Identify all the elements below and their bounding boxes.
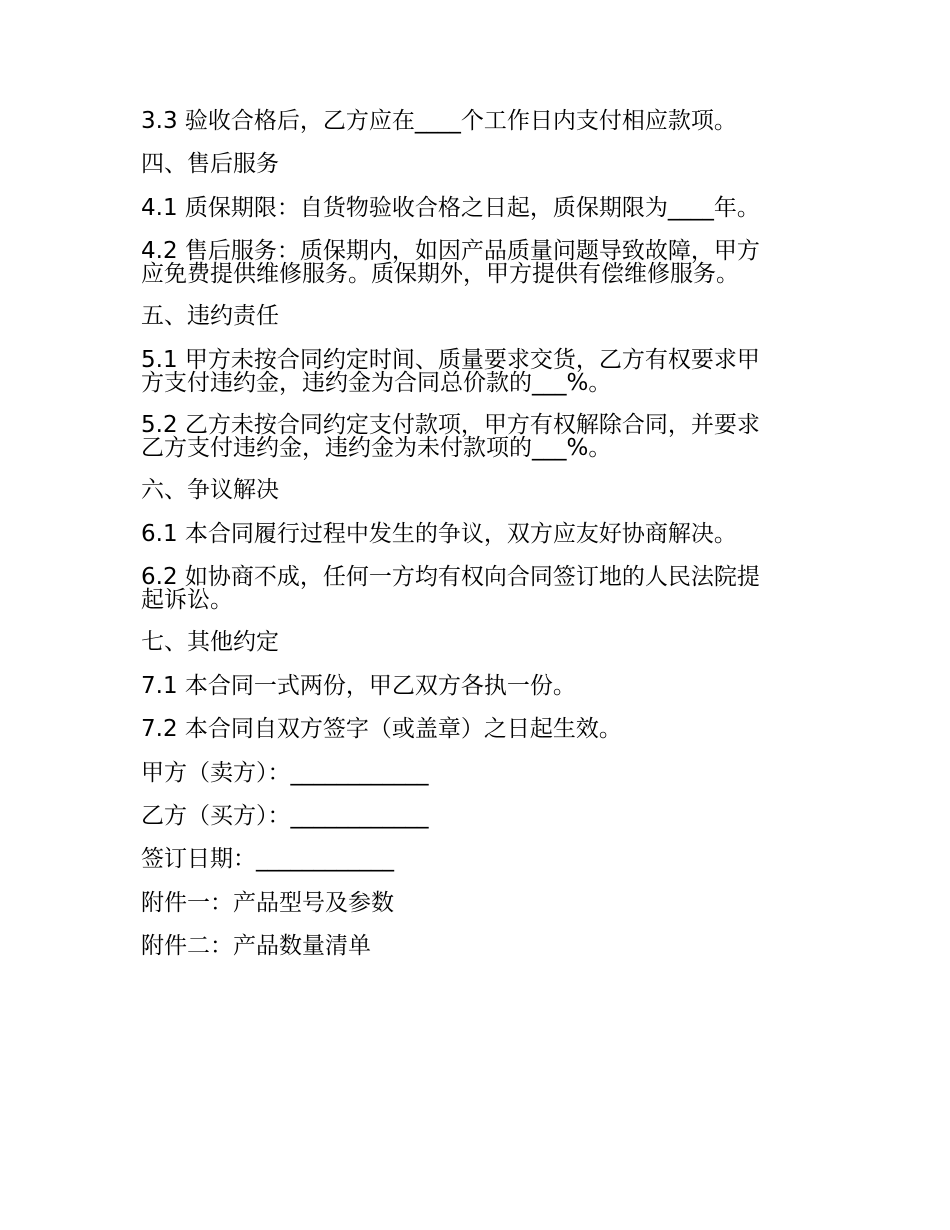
signing-date-line: 签订日期：____________ <box>141 846 394 872</box>
clause-3-3: 3.3 验收合格后，乙方应在____个工作日内支付相应款项。 <box>141 108 737 134</box>
attachment-2: 附件二：产品数量清单 <box>141 933 371 959</box>
clause-5-1-line-1: 5.1 甲方未按合同约定时间、质量要求交货，乙方有权要求甲 <box>141 347 760 373</box>
section-heading-after-sales: 四、售后服务 <box>141 151 279 177</box>
clause-6-2-line-2: 起诉讼。 <box>141 587 233 613</box>
clause-7-1: 7.1 本合同一式两份，甲乙双方各执一份。 <box>141 673 576 699</box>
party-b-signature-line: 乙方（买方）：____________ <box>141 803 429 829</box>
clause-6-2-line-1: 6.2 如协商不成，任何一方均有权向合同签订地的人民法院提 <box>141 564 760 590</box>
clause-7-2: 7.2 本合同自双方签字（或盖章）之日起生效。 <box>141 716 622 742</box>
section-heading-dispute: 六、争议解决 <box>141 477 279 503</box>
clause-4-2-line-1: 4.2 售后服务：质保期内，如因产品质量问题导致故障，甲方 <box>141 238 760 264</box>
attachment-1: 附件一：产品型号及参数 <box>141 890 394 916</box>
section-heading-other: 七、其他约定 <box>141 629 279 655</box>
clause-5-2-line-2: 乙方支付违约金，违约金为未付款项的___%。 <box>141 435 612 461</box>
clause-6-1: 6.1 本合同履行过程中发生的争议，双方应友好协商解决。 <box>141 521 737 547</box>
clause-5-1-line-2: 方支付违约金，违约金为合同总价款的___%。 <box>141 370 612 396</box>
clause-4-1: 4.1 质保期限：自货物验收合格之日起，质保期限为____年。 <box>141 195 760 221</box>
clause-5-2-line-1: 5.2 乙方未按合同约定支付款项，甲方有权解除合同，并要求 <box>141 412 760 438</box>
clause-4-2-line-2: 应免费提供维修服务。质保期外，甲方提供有偿维修服务。 <box>141 261 739 287</box>
section-heading-liability: 五、违约责任 <box>141 303 279 329</box>
party-a-signature-line: 甲方（卖方）：____________ <box>141 760 429 786</box>
